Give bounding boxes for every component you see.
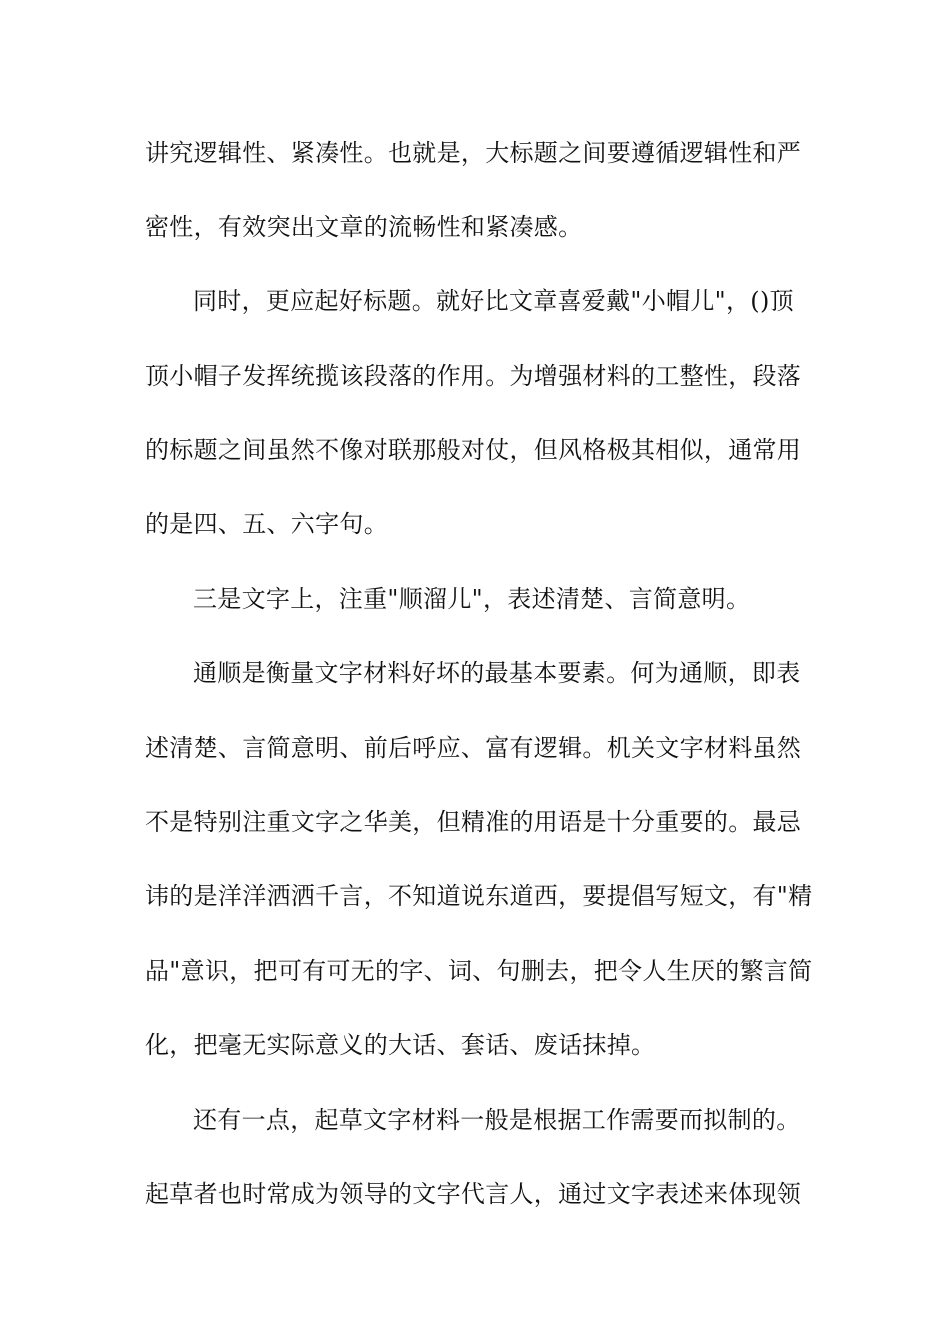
text-line: 化，把毫无实际意义的大话、套话、废话抹掉。: [145, 1031, 656, 1059]
text-line: 讲究逻辑性、紧凑性。也就是，大标题之间要遵循逻辑性和严: [145, 139, 802, 167]
text-line: 的是四、五、六字句。: [145, 510, 388, 538]
text-line: 密性，有效突出文章的流畅性和紧凑感。: [145, 213, 583, 241]
paragraph-start-line: 三是文字上，注重"顺溜儿"，表述清楚、言简意明。: [193, 585, 751, 613]
paragraph-start-line: 通顺是衡量文字材料好坏的最基本要素。何为通顺，即表: [193, 659, 801, 687]
text-line: 不是特别注重文字之华美，但精准的用语是十分重要的。最忌: [145, 808, 802, 836]
text-line: 品"意识，把可有可无的字、词、句删去，把令人生厌的繁言简: [145, 957, 813, 985]
text-line: 述清楚、言简意明、前后呼应、富有逻辑。机关文字材料虽然: [145, 734, 802, 762]
text-line: 讳的是洋洋洒洒千言，不知道说东道西，要提倡写短文，有"精: [145, 882, 813, 910]
paragraph-start-line: 同时，更应起好标题。就好比文章喜爱戴"小帽儿"，()顶: [193, 287, 794, 315]
text-line: 的标题之间虽然不像对联那般对仗，但风格极其相似，通常用: [145, 436, 802, 464]
text-line: 顶小帽子发挥统揽该段落的作用。为增强材料的工整性，段落: [145, 362, 802, 390]
text-line: 起草者也时常成为领导的文字代言人，通过文字表述来体现领: [145, 1180, 802, 1208]
paragraph-start-line: 还有一点，起草文字材料一般是根据工作需要而拟制的。: [193, 1106, 801, 1134]
